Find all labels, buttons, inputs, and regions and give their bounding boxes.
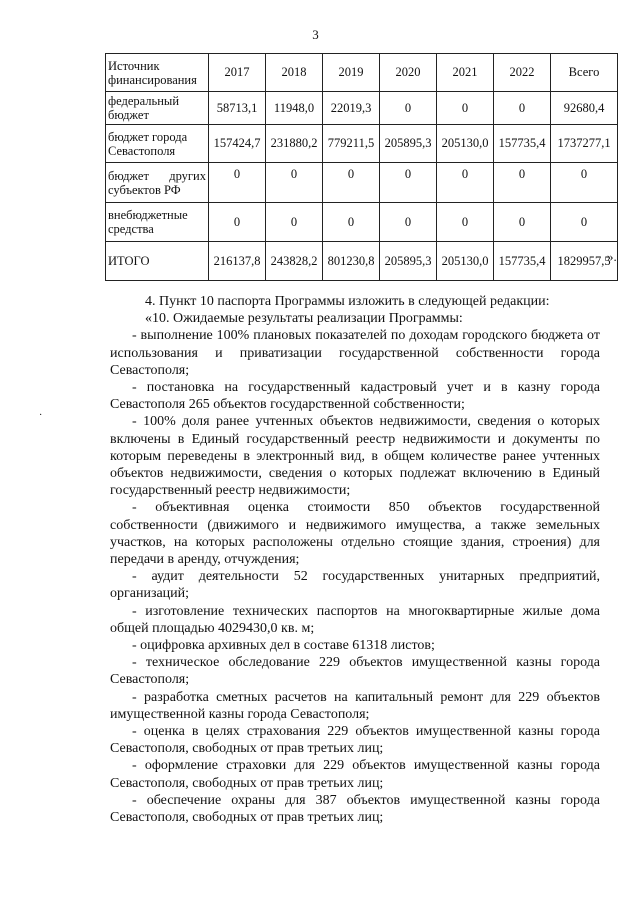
value-cell: 205895,3 [380,242,437,281]
header-cell: Всего [551,54,618,92]
list-item: - обеспечение охраны для 387 объектов имущественной казны города Севастополя, свободных от прав третьих лиц; [110,792,600,826]
source-cell: Источник финансирования [106,54,209,92]
value-cell: 0 [494,163,551,203]
value-cell: 205895,3 [380,125,437,163]
source-cell: бюджет других субъектов РФ [106,163,209,203]
table-header-row [106,54,618,92]
value-cell: 216137,8 [209,242,266,281]
value-cell: 0 [266,203,323,242]
section-heading: 4. Пункт 10 паспорта Программы изложить в следующей редакции: [145,294,550,309]
list-item: - аудит деятельности 52 государственных унитарных предприятий, организаций; [110,569,600,602]
list-item: - разработка сметных расчетов на капитальный ремонт для 229 объектов имущественной казны города Севастополя; [110,689,600,722]
list-item: - выполнение 100% плановых показателей по доходам городского бюджета от использования и приватизации государственной собственности города Севастополя; [110,328,600,378]
value-cell: 58713,1 [209,92,266,125]
value-cell: 243828,2 [266,242,323,281]
table-row [106,125,618,163]
value-cell: 0 [551,203,618,242]
header-cell: 2021 [437,54,494,92]
source-cell: федеральный бюджет [106,92,209,125]
document-body [110,293,600,826]
financing-table [105,53,618,281]
value-cell: 801230,8 [323,242,380,281]
source-cell: ИТОГО [106,242,209,281]
value-cell: 0 [380,203,437,242]
value-cell: 22019,3 [323,92,380,125]
value-cell: 0 [323,163,380,203]
header-cell: 2017 [209,54,266,92]
closing-quote: ». [607,249,617,264]
value-cell: 205130,0 [437,242,494,281]
value-cell: 0 [209,203,266,242]
value-cell: 157424,7 [209,125,266,163]
table-row [106,203,618,242]
value-cell: 0 [551,163,618,203]
margin-mark: · [39,410,43,421]
page-number: 3 [312,27,319,42]
list-item: - оцифровка архивных дел в составе 61318 листов; [132,638,435,654]
table-row [106,163,618,203]
list-item: - изготовление технических паспортов на многоквартирные жилые дома общей площадью 4029430,0 кв. м; [110,603,600,636]
list-item: - 100% доля ранее учтенных объектов недвижимости, сведения о которых включены в Единый государственный реестр недвижимости и документы по которым переведены в электронный вид, в общем количестве ранее учтенных объектов недвижимости, сведения о которых подлежат включению в Единый государственный реестр недвижимости; [110,414,600,499]
value-cell: 157735,4 [494,125,551,163]
source-cell: бюджет города Севастополя [106,125,209,163]
value-cell: 11948,0 [266,92,323,125]
value-cell: 0 [437,163,494,203]
list-item: - постановка на государственный кадастровый учет и в казну города Севастополя 265 объектов государственной собственности; [110,380,600,413]
table-row [106,92,618,125]
value-cell: 0 [323,203,380,242]
value-cell: 157735,4 [494,242,551,281]
value-cell: 92680,4 [551,92,618,125]
value-cell: 0 [266,163,323,203]
value-cell: 0 [437,92,494,125]
table-row [106,242,618,281]
source-cell: внебюджетные средства [106,203,209,242]
value-cell: 0 [494,92,551,125]
value-cell: 1737277,1 [551,125,618,163]
list-item: - оценка в целях страхования 229 объектов имущественной казны города Севастополя, свободных от прав третьих лиц; [110,724,600,757]
subsection-heading: «10. Ожидаемые результаты реализации Программы: [145,311,463,327]
value-cell: 231880,2 [266,125,323,163]
header-cell: 2022 [494,54,551,92]
header-cell: 2019 [323,54,380,92]
value-cell: 0 [380,92,437,125]
value-cell: 0 [209,163,266,203]
value-cell: 0 [437,203,494,242]
value-cell: 0 [380,163,437,203]
value-cell: 1829957,5 [551,242,618,281]
list-item: - оформление страховки для 229 объектов имущественной казны города Севастополя, свободных от прав третьих лиц; [110,758,600,791]
header-cell: 2020 [380,54,437,92]
value-cell: 0 [494,203,551,242]
list-item: - объективная оценка стоимости 850 объектов государственной собственности (движимого и недвижимого имущества, а также земельных участков, на которых расположены отдельно стоящие здания, строения) для передачи в аренду, отчуждения; [110,500,600,568]
header-cell: 2018 [266,54,323,92]
value-cell: 779211,5 [323,125,380,163]
list-item: - техническое обследование 229 объектов имущественной казны города Севастополя; [110,655,600,688]
value-cell: 205130,0 [437,125,494,163]
